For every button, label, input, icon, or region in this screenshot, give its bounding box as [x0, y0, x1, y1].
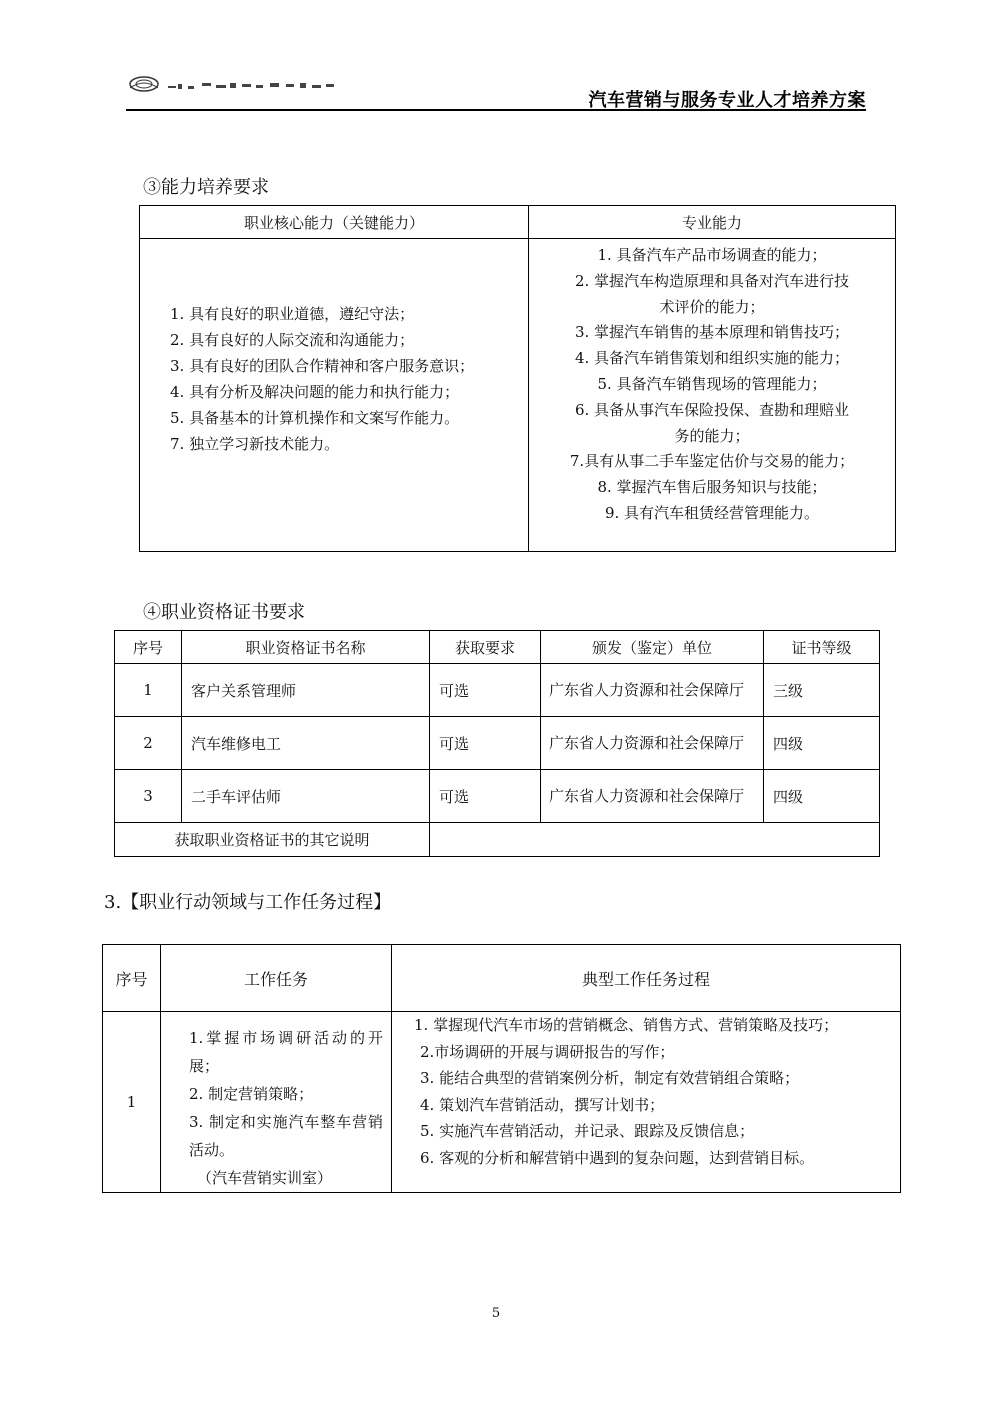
- cert-note-value: [430, 823, 880, 857]
- list-item: 7. 独立学习新技术能力。: [170, 435, 340, 453]
- process-line: 4. 策划汽车营销活动，撰写计划书；: [420, 1095, 665, 1114]
- table-row: [115, 664, 880, 717]
- list-item: 4. 具备汽车销售策划和组织实施的能力；: [574, 349, 850, 368]
- cert-req: 可选: [430, 664, 541, 717]
- cert-heading: ④职业资格证书要求: [143, 602, 305, 623]
- table-row: [103, 1012, 901, 1193]
- list-item: 6. 具备从事汽车保险投保、查勘和理赔业: [574, 400, 850, 419]
- table-row: [115, 770, 880, 823]
- list-item: 9. 具有汽车租赁经营管理能力。: [604, 503, 820, 522]
- cert-header-name: 职业资格证书名称: [182, 631, 430, 664]
- cert-org: 广东省人力资源和社会保障厅: [541, 717, 764, 770]
- document-title: 汽车营销与服务专业人才培养方案: [588, 90, 866, 111]
- cert-req: 可选: [430, 770, 541, 823]
- cert-req: 可选: [430, 717, 541, 770]
- list-item: 2. 具有良好的人际交流和沟通能力；: [170, 331, 415, 349]
- list-item: 1. 具有良好的职业道德，遵纪守法；: [170, 305, 415, 323]
- process-line: 1. 掌握现代汽车市场的营销概念、销售方式、营销策略及技巧；: [414, 1016, 839, 1034]
- cert-header-req: 获取要求: [430, 631, 541, 664]
- process-line: 2.市场调研的开展与调研报告的写作；: [420, 1042, 675, 1061]
- cert-name: 客户关系管理师: [182, 664, 430, 717]
- core-ability-list: [140, 239, 528, 457]
- cert-table: [114, 630, 880, 857]
- process-line: 3. 能结合典型的营销案例分析，制定有效营销组合策略；: [420, 1069, 800, 1087]
- task-line: （汽车营销实训室）: [197, 1169, 333, 1187]
- cert-org: 广东省人力资源和社会保障厅: [541, 664, 764, 717]
- prof-ability-cell: [529, 239, 896, 552]
- ability-heading: ③能力培养要求: [143, 177, 269, 198]
- task-no: 1: [103, 1012, 161, 1193]
- cert-name: 汽车维修电工: [182, 717, 430, 770]
- ability-col-prof: 专业能力: [529, 206, 896, 239]
- list-item: 5. 具备基本的计算机操作和文案写作能力。: [170, 409, 460, 427]
- cert-level: 四级: [764, 770, 880, 823]
- task-header-process: 典型工作任务过程: [392, 945, 901, 1012]
- cert-org: 广东省人力资源和社会保障厅: [541, 770, 764, 823]
- task-header-task: 工作任务: [161, 945, 392, 1012]
- cert-name: 二手车评估师: [182, 770, 430, 823]
- cert-header-org: 颁发（鉴定）单位: [541, 631, 764, 664]
- ability-table: [139, 205, 896, 552]
- process-line: 6. 客观的分析和解营销中遇到的复杂问题，达到营销目标。: [420, 1148, 815, 1167]
- cert-header-no: 序号: [115, 631, 182, 664]
- school-logo: [128, 74, 340, 94]
- task-line: 1.掌握市场调研活动的开展；: [189, 1029, 383, 1075]
- task-header-no: 序号: [103, 945, 161, 1012]
- task-line: 2. 制定营销策略；: [189, 1085, 314, 1103]
- cert-no: 1: [115, 664, 182, 717]
- list-item: 5. 具备汽车销售现场的管理能力；: [597, 374, 827, 393]
- cert-note-label: 获取职业资格证书的其它说明: [115, 823, 430, 857]
- header-rule: [126, 109, 866, 111]
- ability-col-core: 职业核心能力（关键能力）: [140, 206, 529, 239]
- cert-header-level: 证书等级: [764, 631, 880, 664]
- list-item: 7.具有从事二手车鉴定估价与交易的能力；: [569, 452, 855, 471]
- task-table: [102, 944, 901, 1193]
- core-ability-cell: [140, 239, 529, 552]
- process-line: 5. 实施汽车营销活动，并记录、跟踪及反馈信息；: [420, 1122, 755, 1140]
- table-row: [115, 823, 880, 857]
- list-item: 3. 具有良好的团队合作精神和客户服务意识；: [170, 357, 475, 375]
- table-row: [115, 717, 880, 770]
- cert-level: 四级: [764, 717, 880, 770]
- prof-ability-list: [529, 239, 895, 527]
- list-item: 术评价的能力；: [659, 297, 765, 316]
- tasks-heading: 3.【职业行动领域与工作任务过程】: [104, 892, 392, 913]
- list-item: 务的能力；: [674, 426, 750, 445]
- cert-no: 3: [115, 770, 182, 823]
- task-line: 3. 制定和实施汽车整车营销活动。: [189, 1113, 383, 1159]
- cert-level: 三级: [764, 664, 880, 717]
- list-item: 4. 具有分析及解决问题的能力和执行能力；: [170, 383, 460, 401]
- list-item: 3. 掌握汽车销售的基本原理和销售技巧；: [574, 323, 850, 342]
- list-item: 8. 掌握汽车售后服务知识与技能；: [597, 478, 827, 497]
- list-item: 1. 具备汽车产品市场调查的能力；: [597, 246, 827, 264]
- process-cell: [392, 1012, 901, 1193]
- cert-no: 2: [115, 717, 182, 770]
- task-cell: [161, 1012, 392, 1193]
- page-number: 5: [491, 1306, 501, 1321]
- list-item: 2. 掌握汽车构造原理和具备对汽车进行技: [574, 271, 850, 290]
